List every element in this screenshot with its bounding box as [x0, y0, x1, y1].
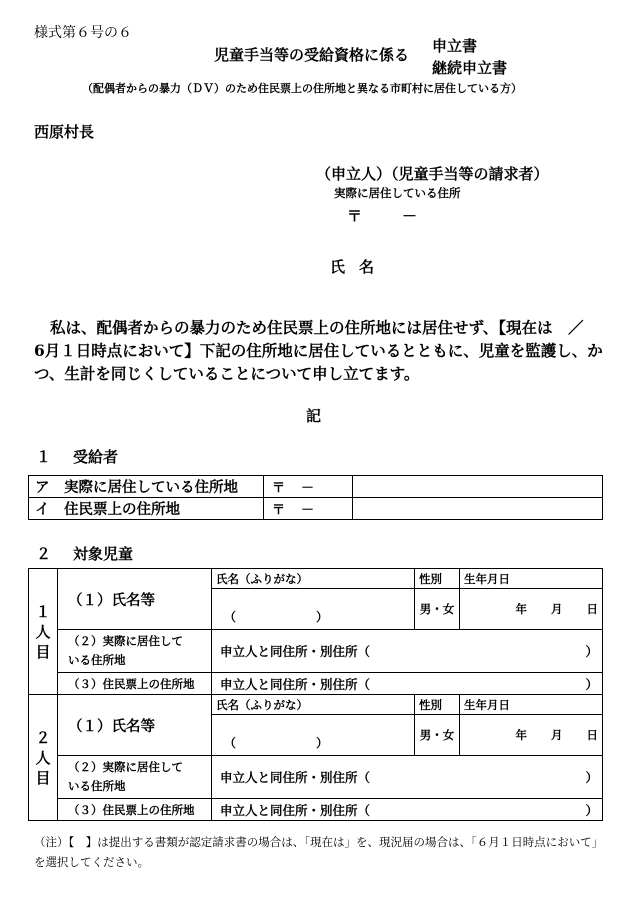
form-title: 児童手当等の受給資格に係る	[214, 46, 410, 64]
section2-heading	[36, 543, 133, 564]
table-row	[29, 476, 603, 498]
addressee: 西原村長	[34, 123, 95, 141]
section2-number: ２	[36, 545, 52, 563]
ki-heading: 記	[306, 407, 322, 425]
postal-dash: －	[402, 207, 418, 225]
child-registered-address-item: （３）住民票上の住所地	[58, 799, 212, 821]
footnote: （注）【 】は提出する書類が認定請求書の場合は、「現在は」を、現況届の場合は、「６月１日時点において」を選択してください。	[34, 835, 604, 869]
child-registered-address-choice[interactable]: 申立人と同住所・別住所（ ）	[212, 799, 603, 821]
table-row	[29, 756, 603, 799]
table-row	[29, 673, 603, 695]
recipient-address-cell[interactable]	[353, 498, 603, 520]
col-name-header: 氏名（ふりがな）	[212, 569, 415, 589]
recipient-postal-cell[interactable]	[264, 498, 353, 520]
table-row	[29, 695, 603, 715]
child-dob-field[interactable]: 年 月 日	[460, 715, 603, 756]
child-name-field[interactable]: （ ）	[212, 715, 415, 756]
applicant-postal-field[interactable]	[347, 205, 417, 226]
col-dob-header: 生年月日	[460, 695, 603, 715]
postal-mark: 〒	[347, 207, 363, 225]
postal-mark: 〒	[272, 503, 286, 518]
section1-title: 受給者	[73, 448, 119, 466]
form-type-application[interactable]: 申立書	[432, 37, 478, 55]
form-number: 様式第６号の６	[34, 25, 132, 41]
child-sex-select[interactable]: 男・女	[415, 589, 460, 630]
child-row-label: ２人目	[29, 695, 58, 821]
form-subtitle: （配偶者からの暴力（ＤＶ）のため住民票上の住所地と異なる市町村に居住している方）	[82, 82, 522, 95]
postal-dash: －	[301, 481, 315, 496]
applicant-name-field[interactable]: 氏名	[330, 258, 389, 276]
col-sex-header: 性別	[415, 569, 460, 589]
child-actual-address-choice[interactable]: 申立人と同住所・別住所（ ）	[212, 630, 603, 673]
child-name-item: （１）氏名等	[58, 695, 212, 756]
recipient-row-label: ア 実際に居住している住所地	[29, 476, 264, 498]
child-sex-select[interactable]: 男・女	[415, 715, 460, 756]
section2-title: 対象児童	[73, 545, 134, 563]
child-name-item: （１）氏名等	[58, 569, 212, 630]
child-registered-address-choice[interactable]: 申立人と同住所・別住所（ ）	[212, 673, 603, 695]
postal-dash: －	[301, 503, 315, 518]
statement-text: 私は、配偶者からの暴力のため住民票上の住所地には居住せず、【現在は ／ 6月１日時点において】下記の住所地に居住しているとともに、児童を監護し、かつ、生計を同じくしていることについて申し立てます。	[34, 318, 603, 383]
child-registered-address-item: （３）住民票上の住所地	[58, 673, 212, 695]
col-name-header: 氏名（ふりがな）	[212, 695, 415, 715]
recipient-row-label: イ 住民票上の住所地	[29, 498, 264, 520]
table-row	[29, 630, 603, 673]
recipient-postal-cell[interactable]	[264, 476, 353, 498]
child-actual-address-item: （２）実際に居住している住所地	[58, 756, 212, 799]
postal-mark: 〒	[272, 481, 286, 496]
form-type-continuation[interactable]: 継続申立書	[432, 59, 508, 77]
section1-number: １	[36, 448, 52, 466]
child-actual-address-choice[interactable]: 申立人と同住所・別住所（ ）	[212, 756, 603, 799]
section1-heading	[36, 446, 118, 467]
child-name-field[interactable]: （ ）	[212, 589, 415, 630]
table-row	[29, 498, 603, 520]
child-actual-address-item: （２）実際に居住している住所地	[58, 630, 212, 673]
recipient-table	[28, 475, 603, 520]
col-sex-header: 性別	[415, 695, 460, 715]
table-row	[29, 799, 603, 821]
table-row	[29, 569, 603, 589]
applicant-label: （申立人）（児童手当等の請求者）	[316, 165, 549, 183]
children-table	[28, 568, 603, 821]
child-row-label: １人目	[29, 569, 58, 695]
col-dob-header: 生年月日	[460, 569, 603, 589]
applicant-address-label: 実際に居住している住所	[334, 186, 461, 200]
recipient-address-cell[interactable]	[353, 476, 603, 498]
child-dob-field[interactable]: 年 月 日	[460, 589, 603, 630]
